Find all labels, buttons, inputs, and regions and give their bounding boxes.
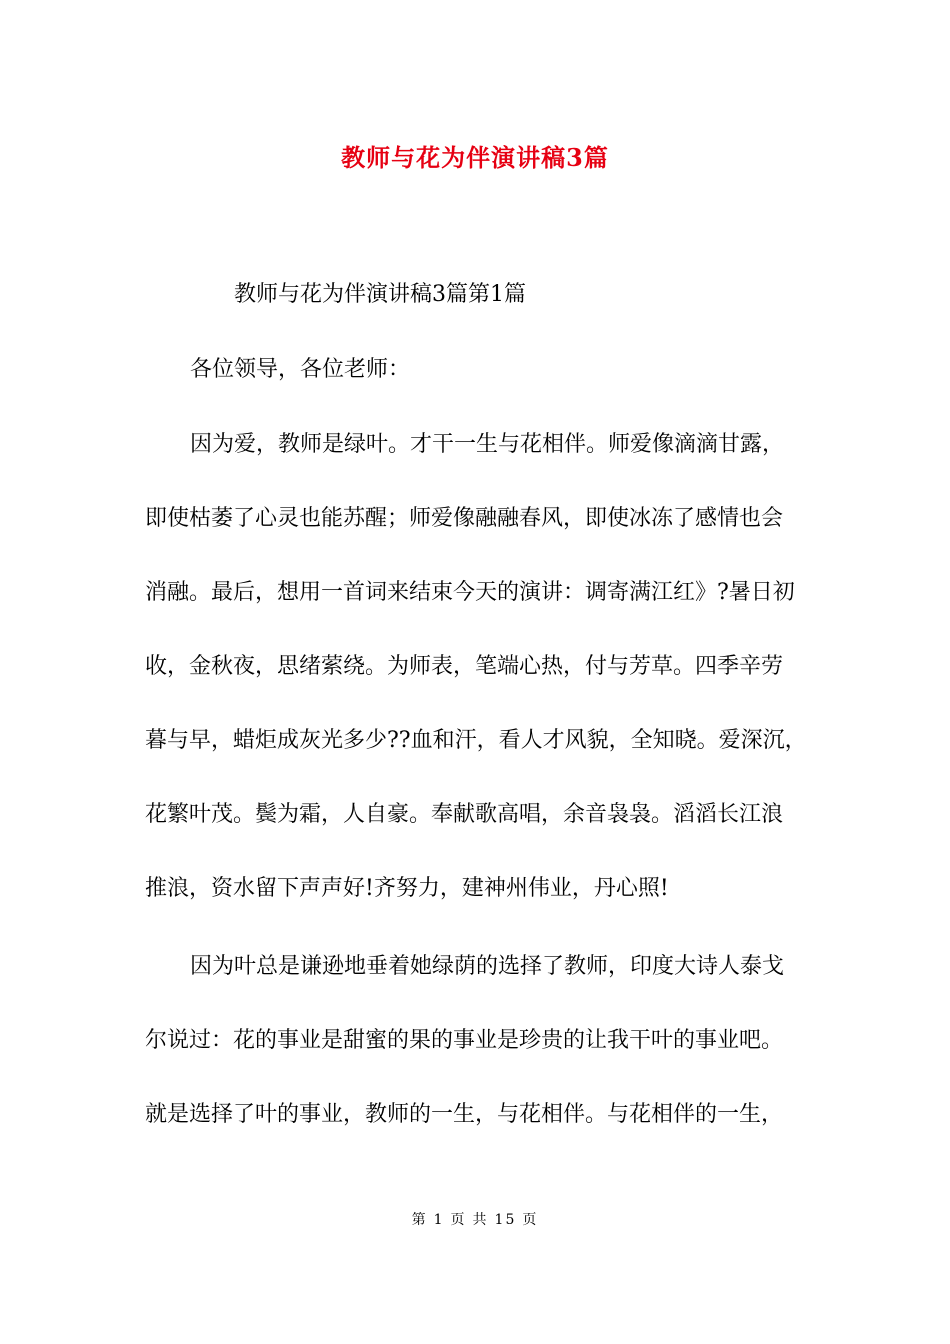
footer-label-page: 第 bbox=[411, 1212, 428, 1228]
paragraph-line: 收，金秋夜，思绪萦绕。为师表，笔端心热，付与芳草。四季辛劳 bbox=[145, 654, 784, 679]
paragraph-line: 尔说过：花的事业是甜蜜的果的事业是珍贵的让我干叶的事业吧。 bbox=[145, 1028, 784, 1053]
footer-total-pages: 15 bbox=[494, 1212, 517, 1228]
footer-label-unit2: 页 bbox=[522, 1212, 539, 1228]
paragraph-line: 暮与早，蜡炬成灰光多少??血和汗，看人才风貌，全知晓。爱深沉， bbox=[145, 728, 807, 753]
paragraph-line: 就是选择了叶的事业，教师的一生，与花相伴。与花相伴的一生， bbox=[145, 1102, 784, 1127]
paragraph-line: 花繁叶茂。鬓为霜，人自豪。奉献歌高唱，余音袅袅。滔滔长江浪 bbox=[145, 802, 784, 827]
page-footer bbox=[0, 1209, 950, 1229]
paragraph-line: 因为叶总是谦逊地垂着她绿荫的选择了教师，印度大诗人泰戈 bbox=[190, 954, 785, 979]
section-heading: 教师与花为伴演讲稿3篇第1篇 bbox=[234, 282, 526, 307]
footer-label-total: 共 bbox=[472, 1212, 489, 1228]
paragraph-line: 即使枯萎了心灵也能苏醒；师爱像融融春风，即使冰冻了感情也会 bbox=[145, 506, 784, 531]
paragraph-line: 因为爱，教师是绿叶。才干一生与花相伴。师爱像滴滴甘露， bbox=[190, 432, 785, 457]
footer-current-page: 1 bbox=[433, 1212, 445, 1228]
greeting-line: 各位领导，各位老师： bbox=[190, 357, 411, 382]
footer-label-unit: 页 bbox=[450, 1212, 467, 1228]
paragraph-line: 消融。最后，想用一首词来结束今天的演讲：调寄满江红》?暑日初 bbox=[145, 580, 795, 605]
paragraph-line: 推浪，资水留下声声好!齐努力，建神州伟业，丹心照! bbox=[145, 876, 669, 901]
document-title: 教师与花为伴演讲稿3篇 bbox=[341, 143, 609, 172]
